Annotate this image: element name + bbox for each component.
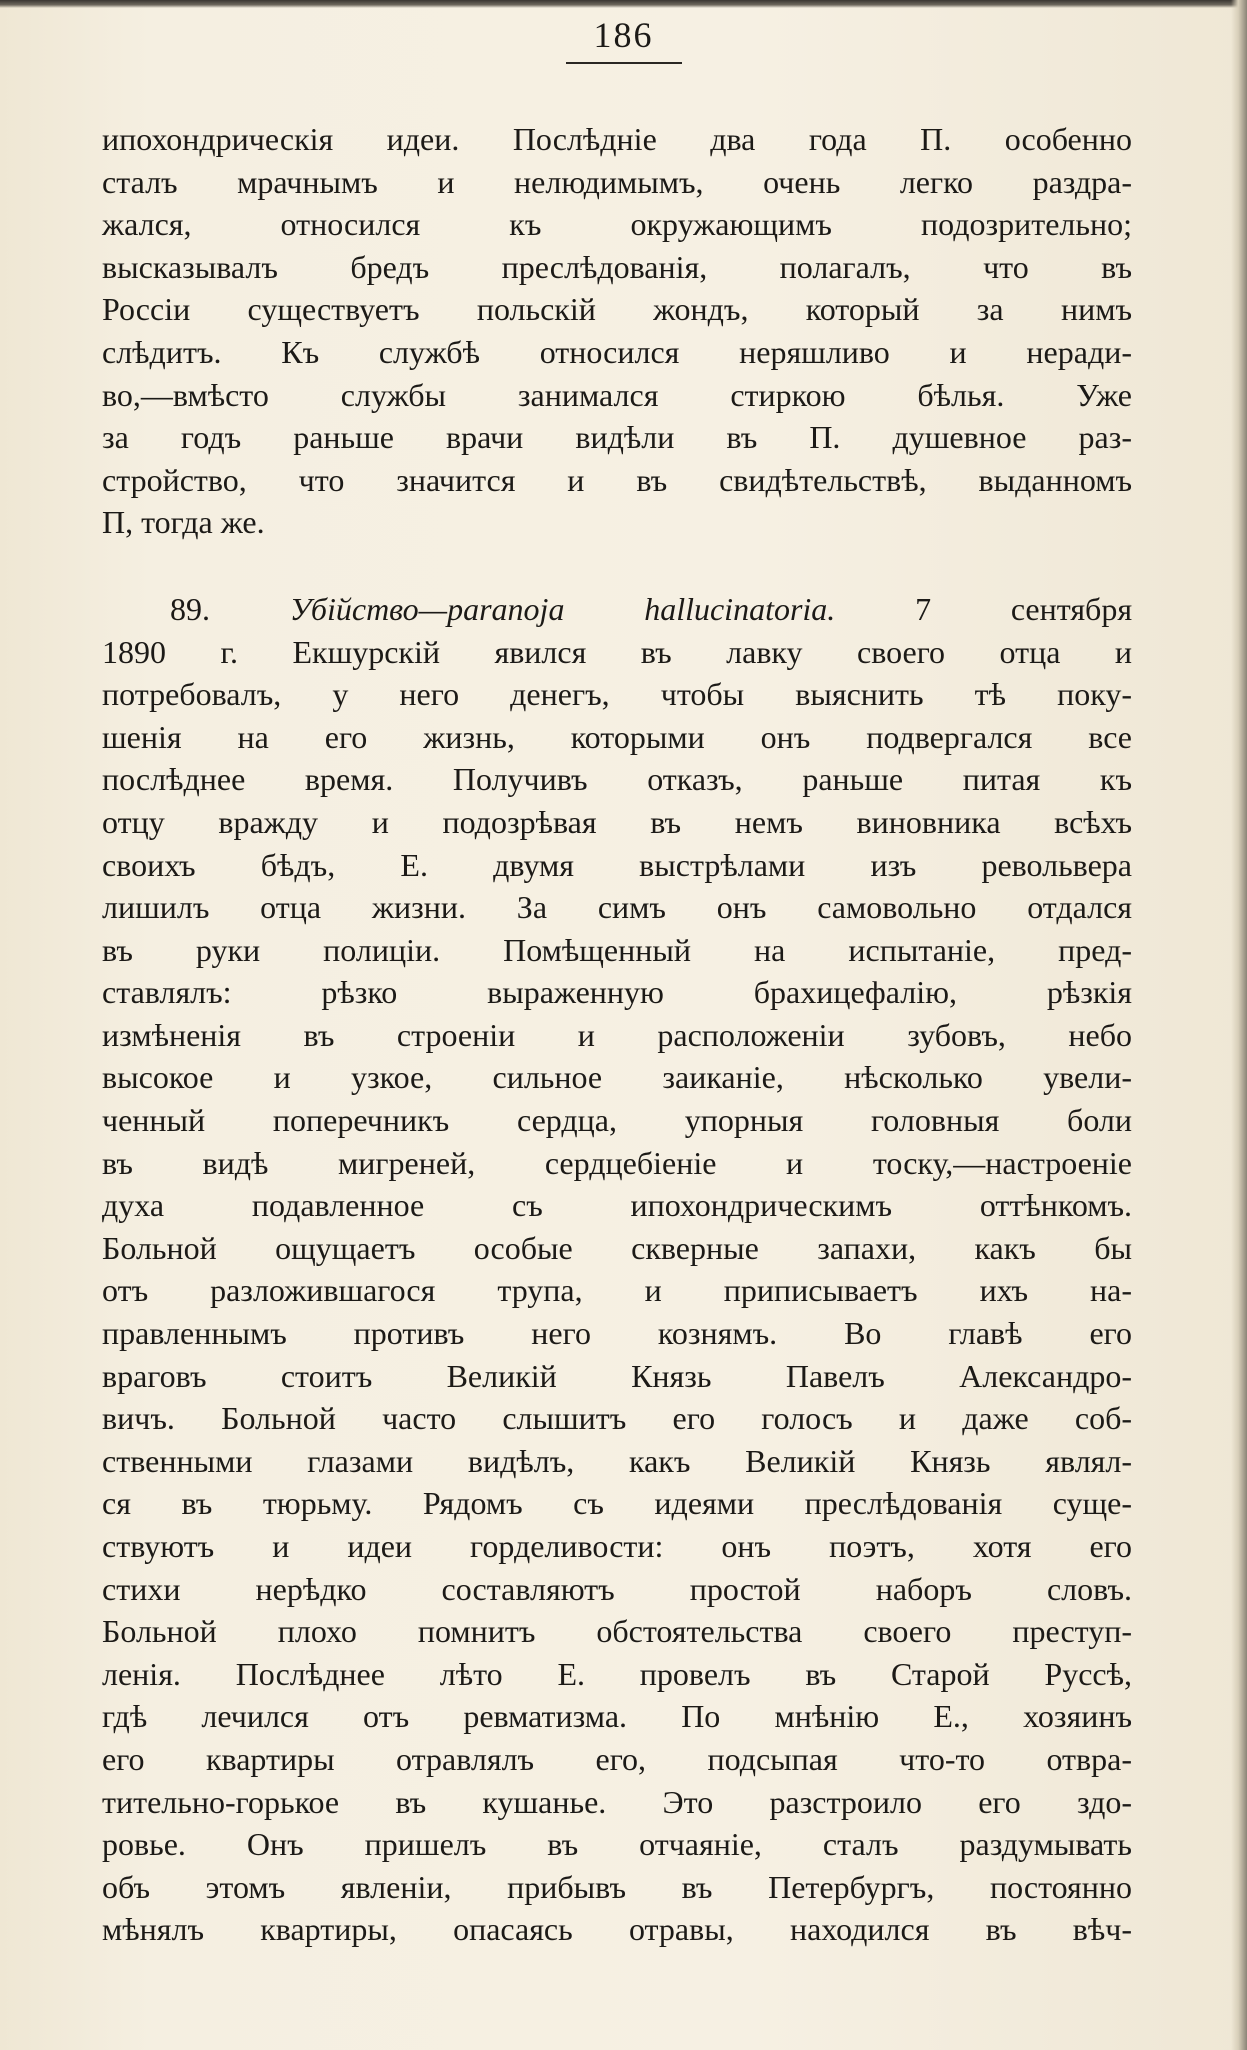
- text-line: ставлялъ: рѣзко выраженную брахицефалію, рѣзкія: [102, 974, 1132, 1011]
- text-line: сталъ мрачнымъ и нелюдимымъ, очень легко раздра-: [102, 163, 1132, 200]
- text-line: духа подавленное съ ипохондрическимъ оттѣнкомъ.: [102, 1187, 1132, 1224]
- page-header: [0, 14, 1247, 64]
- text-line: послѣднее время. Получивъ отказъ, раньше питая къ: [102, 761, 1132, 798]
- text-line: отъ разложившагося трупа, и приписываетъ ихъ на-: [102, 1272, 1132, 1309]
- text-line: слѣдитъ. Къ службѣ относился неряшливо и неради-: [102, 333, 1132, 370]
- text-line: стихи нерѣдко составляютъ простой наборъ словъ.: [102, 1570, 1132, 1607]
- text-line: потребовалъ, у него денегъ, чтобы выяснить тѣ поку-: [102, 676, 1132, 713]
- text-line: 7 сентября: [915, 590, 1133, 627]
- text-line: его квартиры отравлялъ его, подсыпая что-то отвра-: [102, 1740, 1132, 1777]
- text-line: высокое и узкое, сильное заиканіе, нѣсколько увели-: [102, 1059, 1132, 1096]
- text-line: ипохондрическія идеи. Послѣдніе два года П. особенно: [102, 121, 1132, 157]
- text-line: своихъ бѣдъ, Е. двумя выстрѣлами изъ револьвера: [102, 846, 1132, 883]
- text-line: гдѣ лечился отъ ревматизма. По мнѣнію Е., хозяинъ: [102, 1698, 1132, 1735]
- text-line: враговъ стоитъ Великій Князь Павелъ Александро-: [102, 1357, 1132, 1394]
- text-line: во,—вмѣсто службы занимался стиркою бѣлья. Уже: [102, 376, 1132, 413]
- text-line: ченный поперечникъ сердца, упорныя головныя боли: [102, 1102, 1132, 1139]
- text-line: мѣнялъ квартиры, опасаясь отравы, находился въ вѣч-: [102, 1911, 1132, 1948]
- paragraph-gap: [102, 544, 1132, 588]
- page-top-edge: [0, 0, 1247, 8]
- page-number: 186: [593, 15, 654, 55]
- text-line: отцу вражду и подозрѣвая въ немъ виновника всѣхъ: [102, 803, 1132, 840]
- text-line: Больной плохо помнитъ обстоятельства своего преступ-: [102, 1613, 1132, 1650]
- text-line: вичъ. Больной часто слышитъ его голосъ и даже соб-: [102, 1400, 1132, 1437]
- paragraph-2: [102, 588, 1132, 1951]
- text-line: Россіи существуетъ польскій жондъ, который за нимъ: [102, 291, 1132, 328]
- text-line: шенія на его жизнь, которыми онъ подвергался все: [102, 718, 1132, 755]
- text-line: за годъ раньше врачи видѣли въ П. душевное раз-: [102, 419, 1132, 456]
- text-line: Больной ощущаетъ особые скверные запахи, какъ бы: [102, 1229, 1132, 1266]
- paragraph-1: [102, 118, 1132, 544]
- text-line: измѣненія въ строеніи и расположеніи зубовъ, небо: [102, 1016, 1132, 1053]
- text-line: ственными глазами видѣлъ, какъ Великій Князь являл-: [102, 1442, 1132, 1479]
- body-text: [102, 118, 1132, 1951]
- case-heading-line: [102, 588, 1132, 631]
- case-title: Убійство—paranoja hallucinatoria.: [289, 590, 836, 627]
- header-rule: [566, 62, 682, 64]
- text-line: въ видѣ мигреней, сердцебіеніе и тоску,—настроеніе: [102, 1144, 1132, 1181]
- text-line: жался, относился къ окружающимъ подозрительно;: [102, 206, 1132, 243]
- text-line: объ этомъ явленіи, прибывъ въ Петербургъ, постоянно: [102, 1868, 1132, 1905]
- text-line: лишилъ отца жизни. За симъ онъ самовольно отдался: [102, 889, 1132, 926]
- text-line: ровье. Онъ пришелъ въ отчаяніе, сталъ раздумывать: [102, 1826, 1132, 1863]
- text-line: 1890 г. Екшурскій явился въ лавку своего отца и: [102, 633, 1132, 670]
- text-line: ся въ тюрьму. Рядомъ съ идеями преслѣдованія суще-: [102, 1485, 1132, 1522]
- text-line: ствуютъ и идеи горделивости: онъ поэтъ, хотя его: [102, 1528, 1132, 1564]
- text-line: ленія. Послѣднее лѣто Е. провелъ въ Старой Руссѣ,: [102, 1655, 1132, 1692]
- text-line: въ руки полиціи. Помѣщенный на испытаніе, пред-: [102, 931, 1132, 968]
- text-line: стройство, что значится и въ свидѣтельствѣ, выданномъ: [102, 461, 1132, 498]
- text-line: высказывалъ бредъ преслѣдованія, полагалъ, что въ: [102, 248, 1132, 285]
- text-line: тительно-горькое въ кушанье. Это разстроило его здо-: [102, 1783, 1132, 1820]
- page-right-edge: [1231, 0, 1247, 2050]
- text-line: П, тогда же.: [102, 504, 265, 541]
- case-number: 89.: [170, 590, 210, 627]
- text-line: правленнымъ противъ него кознямъ. Во главѣ его: [102, 1315, 1132, 1352]
